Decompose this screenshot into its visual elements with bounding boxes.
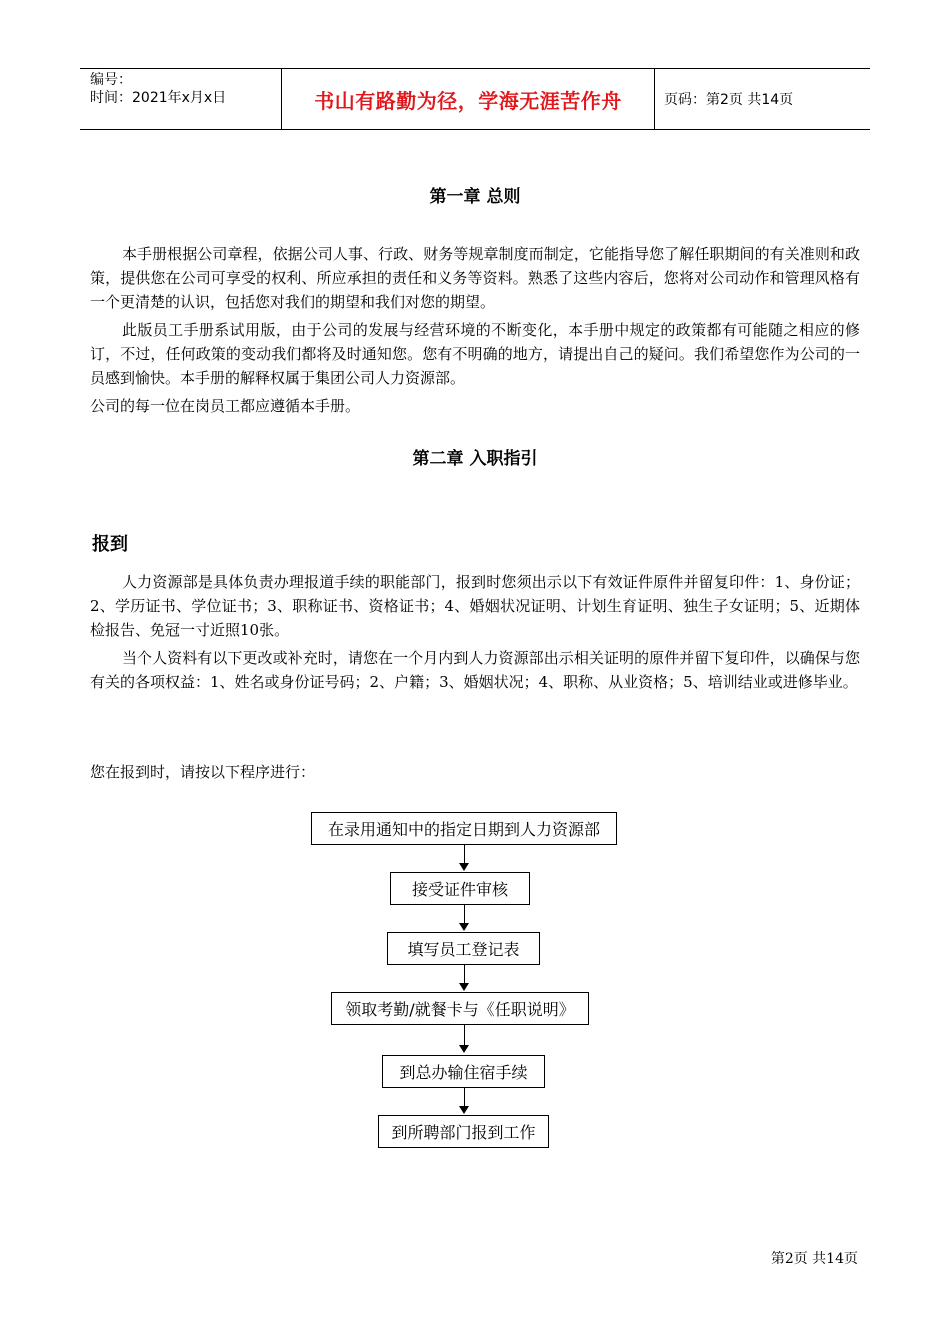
flow-step-2: 接受证件审核 — [390, 872, 530, 905]
flow-connector — [464, 965, 465, 983]
chapter1-paragraph-1: 本手册根据公司章程，依据公司人事、行政、财务等规章制度而制定，它能指导您了解任职期间的有关准则和政策，提供您在公司可享受的权利、所应承担的责任和义务等资料。熟悉了这些内容后，您将对公司动作和管理风格有一个更清楚的认识，包括您对我们的期望和我们对您的期望。 — [90, 245, 860, 311]
page-footer: 第2页 共14页 — [770, 1251, 858, 1267]
time-label: 时间：2021年x月x日 — [90, 90, 227, 106]
arrow-down-icon — [459, 983, 469, 991]
procedure-intro: 您在报到时，请按以下程序进行： — [90, 763, 316, 781]
flow-connector — [464, 1025, 465, 1045]
arrow-down-icon — [459, 1106, 469, 1114]
arrow-down-icon — [459, 863, 469, 871]
header-motto: 书山有路勤为径，学海无涯苦作舟 — [281, 69, 655, 129]
header-info-cell — [80, 69, 281, 129]
flow-connector — [464, 1088, 465, 1106]
flow-step-1: 在录用通知中的指定日期到人力资源部 — [311, 812, 617, 845]
number-label: 编号： — [90, 72, 132, 88]
flow-step-4: 领取考勤/就餐卡与《任职说明》 — [331, 992, 589, 1025]
arrow-down-icon — [459, 1045, 469, 1053]
flow-step-5: 到总办输住宿手续 — [382, 1055, 545, 1088]
chapter1-title: 第一章 总则 — [429, 187, 521, 207]
flow-connector — [464, 905, 465, 923]
chapter1-paragraph-2: 此版员工手册系试用版，由于公司的发展与经营环境的不断变化，本手册中规定的政策都有可能随之相应的修订，不过，任何政策的变动我们都将及时通知您。您有不明确的地方，请提出自己的疑问。我们希望您作为公司的一员感到愉快。本手册的解释权属于集团公司人力资源部。 — [90, 321, 860, 387]
chapter2-title: 第二章 入职指引 — [412, 449, 538, 469]
chapter1-paragraph-3: 公司的每一位在岗员工都应遵循本手册。 — [90, 397, 361, 415]
header-page-label: 页码：第2页 共14页 — [664, 92, 794, 108]
flow-connector — [464, 845, 465, 863]
arrow-down-icon — [459, 923, 469, 931]
report-paragraph-2: 当个人资料有以下更改或补充时，请您在一个月内到人力资源部出示相关证明的原件并留下复印件，以确保与您有关的各项权益：1、姓名或身份证号码；2、户籍；3、婚姻状况；4、职称、从业资格；5、培训结业或进修毕业。 — [90, 649, 860, 691]
flow-step-3: 填写员工登记表 — [387, 932, 540, 965]
report-paragraph-1: 人力资源部是具体负责办理报道手续的职能部门，报到时您须出示以下有效证件原件并留复印件：1、身份证；2、学历证书、学位证书；3、职称证书、资格证书；4、婚姻状况证明、计划生育证明、独生子女证明；5、近期体检报告、免冠一寸近照10张。 — [90, 573, 860, 639]
page-header — [80, 68, 870, 130]
report-section-title: 报到 — [92, 534, 128, 555]
flow-step-6: 到所聘部门报到工作 — [378, 1115, 549, 1148]
